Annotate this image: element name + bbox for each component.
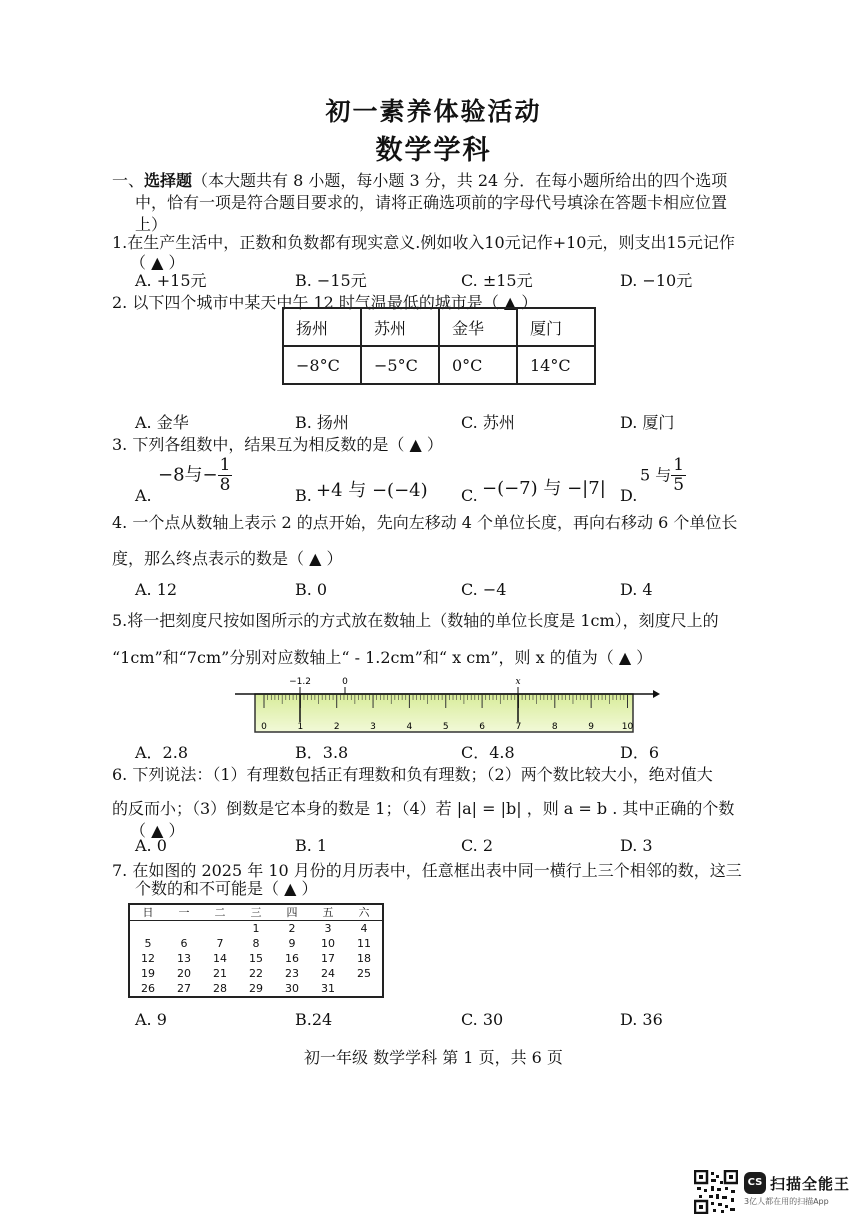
q2-option-d: D. 厦门 [620,413,675,432]
axis-label-zero: 0 [342,677,348,687]
day-cell [202,921,238,937]
day-cell: 14 [213,952,227,965]
day-cell: 4 [360,922,368,935]
q2-text: 2. 以下四个城市中某天中午 12 时气温最低的城市是（ ▲ ） [112,293,538,312]
q2-option-b: B. 扬州 [295,413,349,432]
calendar-table [128,903,384,998]
q6-option-a: A. 0 [135,836,167,855]
temp-cell: 14°C [517,346,595,384]
day-cell: 7 [216,937,224,950]
city-cell: 苏州 [361,308,439,346]
day-cell: 15 [249,952,263,965]
day-cell: 21 [213,967,227,980]
section-heading-line1 [112,168,727,191]
q3-text: 3. 下列各组数中，结果互为相反数的是（ ▲ ） [112,435,443,454]
temp-row [283,346,595,384]
q3-a-numerator: 1 [219,455,231,475]
city-row [283,308,595,346]
q7-option-d: D. 36 [620,1010,663,1029]
page-title: 初一素养体验活动 [325,97,542,126]
calendar-row [129,966,383,981]
day-cell: 9 [288,937,296,950]
day-cell [346,981,383,997]
ruler-number: 7 [515,722,522,732]
q3-option-d-label: D. [620,486,638,505]
day-cell: 8 [252,937,260,950]
q3-a-fraction [218,456,233,495]
day-cell: 18 [357,952,371,965]
day-cell: 25 [357,967,371,980]
q3-d-text: 5 与 [640,465,672,485]
q5-text: 5.将一把刻度尺按如图所示的方式放在数轴上（数轴的单位长度是 1cm），刻度尺上的 [112,611,719,630]
weekday-cell: 二 [202,904,238,921]
q5-text-cont: “1cm”和“7cm”分别对应数轴上“ - 1.2cm”和“ x cm”，则 x 的值为（ ▲ ） [112,648,653,667]
ruler-number: 9 [588,722,595,732]
axis-label-x: x [515,677,521,687]
day-cell: 2 [288,922,296,935]
q3-option-c-expr: −(−7) 与 −|7| [482,478,606,499]
q3-option-b-label: B. [295,486,312,505]
day-cell [166,921,202,937]
day-cell: 26 [141,982,155,995]
q4-option-c: C. −4 [461,580,507,599]
q6-option-c: C. 2 [461,836,494,855]
axis-label-neg: −1.2 [289,677,311,687]
weekday-cell: 一 [166,904,202,921]
weekday-cell: 六 [346,904,383,921]
q3-option-c-label: C. [461,486,478,505]
calendar-row [129,981,383,997]
q4-text-cont: 度，那么终点表示的数是（ ▲ ） [112,549,343,568]
section-number: 一、 [112,171,145,190]
day-cell: 11 [357,937,371,950]
weekday-cell: 五 [310,904,346,921]
ruler-number: 5 [442,722,449,732]
q1-text: 1.在生产生活中，正数和负数都有现实意义.例如收入10元记作+10元，则支出15元记作 [112,233,735,252]
brand-tagline: 3亿人都在用的扫描App [744,1197,829,1206]
calendar-row [129,951,383,966]
q4-option-a: A. 12 [135,580,178,599]
day-cell: 23 [285,967,299,980]
ruler-number: 3 [370,722,376,732]
day-cell: 12 [141,952,155,965]
q2-option-a: A. 金华 [135,413,189,432]
q5-option-a: A．2.8 [135,743,189,762]
q3-d-numerator: 1 [673,455,685,475]
city-cell: 厦门 [517,308,595,346]
ruler-number: 10 [621,722,634,732]
q7-option-c: C. 30 [461,1010,504,1029]
day-cell: 16 [285,952,299,965]
calendar-weekday-row [129,904,383,921]
scanner-brand [744,1172,850,1207]
ruler-number: 6 [479,722,485,732]
ruler-number: 4 [406,722,413,732]
weekday-cell: 日 [129,904,166,921]
q6-text: 6. 下列说法：（1）有理数包括正有理数和负有理数；（2）两个数比较大小，绝对值大 [112,765,713,784]
day-cell: 13 [177,952,191,965]
day-cell: 29 [249,982,263,995]
q2-option-c: C. 苏州 [461,413,515,432]
q3-a-text: −8与− [158,464,218,486]
day-cell: 6 [180,937,188,950]
q3-a-denominator: 8 [219,475,231,495]
city-cell: 扬州 [283,308,361,346]
qr-code-icon [694,1170,738,1214]
section-heading-line2: 中，恰有一项是符合题目要求的，请将正确选项前的字母代号填涂在答题卡相应位置 [135,193,728,212]
q3-option-d-expr [640,456,686,495]
day-cell: 31 [321,982,335,995]
ruler-number: 2 [333,722,340,732]
weekday-cell: 三 [238,904,274,921]
q6-text-cont: 的反而小；（3）倒数是它本身的数是 1；（4）若 |a| = |b| ，则 a = b . 其中正确的个数 [112,799,735,818]
q3-option-a-expr [158,456,232,495]
ruler-number: 0 [261,722,267,732]
section-desc: （本大题共有 8 小题，每小题 3 分，共 24 分．在每小题所给出的四个选项 [192,171,728,190]
q1-blank: （ ▲ ） [130,253,185,272]
q3-option-b-expr: +4 与 −(−4) [316,480,428,501]
q1-option-d: D. −10元 [620,271,693,290]
temp-cell: −8°C [283,346,361,384]
q5-option-b: B．3.8 [295,743,349,762]
city-cell: 金华 [439,308,517,346]
calendar-row [129,936,383,951]
day-cell: 3 [324,922,332,935]
day-cell: 19 [141,967,155,980]
q1-option-c: C. ±15元 [461,271,533,290]
day-cell: 10 [321,937,335,950]
calendar-row [129,921,383,937]
axis-arrow-icon [653,690,660,698]
q7-option-b: B.24 [295,1010,333,1029]
weekday-cell: 四 [274,904,310,921]
q1-option-a: A. +15元 [135,271,207,290]
q4-option-d: D. 4 [620,580,653,599]
ruler-number-line-figure [235,672,660,738]
q3-option-a-label: A. [135,486,152,505]
temp-cell: 0°C [439,346,517,384]
day-cell: 28 [213,982,227,995]
ruler-number: 8 [551,722,558,732]
q5-option-c: C．4.8 [461,743,515,762]
day-cell: 22 [249,967,263,980]
day-cell: 24 [321,967,335,980]
day-cell [129,921,166,937]
day-cell: 20 [177,967,191,980]
q6-blank: （ ▲ ） [130,821,185,840]
q3-d-denominator: 5 [673,475,685,495]
temp-cell: −5°C [361,346,439,384]
day-cell: 27 [177,982,191,995]
ruler-number: 1 [297,722,304,732]
q7-option-a: A. 9 [135,1010,167,1029]
brand-logo-icon: CS [744,1172,766,1194]
brand-name: 扫描全能王 [770,1174,851,1193]
page-subtitle: 数学学科 [375,135,492,166]
q5-option-d: D．6 [620,743,660,762]
section-title: 选择题 [144,171,193,190]
day-cell: 17 [321,952,335,965]
q6-option-b: B. 1 [295,836,328,855]
q4-text: 4. 一个点从数轴上表示 2 的点开始，先向左移动 4 个单位长度，再向右移动 6 个单位长 [112,513,738,532]
q6-option-d: D. 3 [620,836,653,855]
q3-d-fraction [671,456,686,495]
q4-option-b: B. 0 [295,580,328,599]
q7-text: 7. 在如图的 2025 年 10 月份的月历表中，任意框出表中同一横行上三个相邻的数，这三 [112,861,742,880]
section-heading-line3: 上） [135,215,168,234]
page-footer: 初一年级 数学学科 第 1 页，共 6 页 [304,1048,563,1067]
day-cell: 1 [252,922,260,935]
day-cell: 5 [144,937,152,950]
day-cell: 30 [285,982,299,995]
temperature-table [282,307,596,385]
q1-option-b: B. −15元 [295,271,367,290]
q7-text-cont: 个数的和不可能是（ ▲ ） [135,879,318,898]
